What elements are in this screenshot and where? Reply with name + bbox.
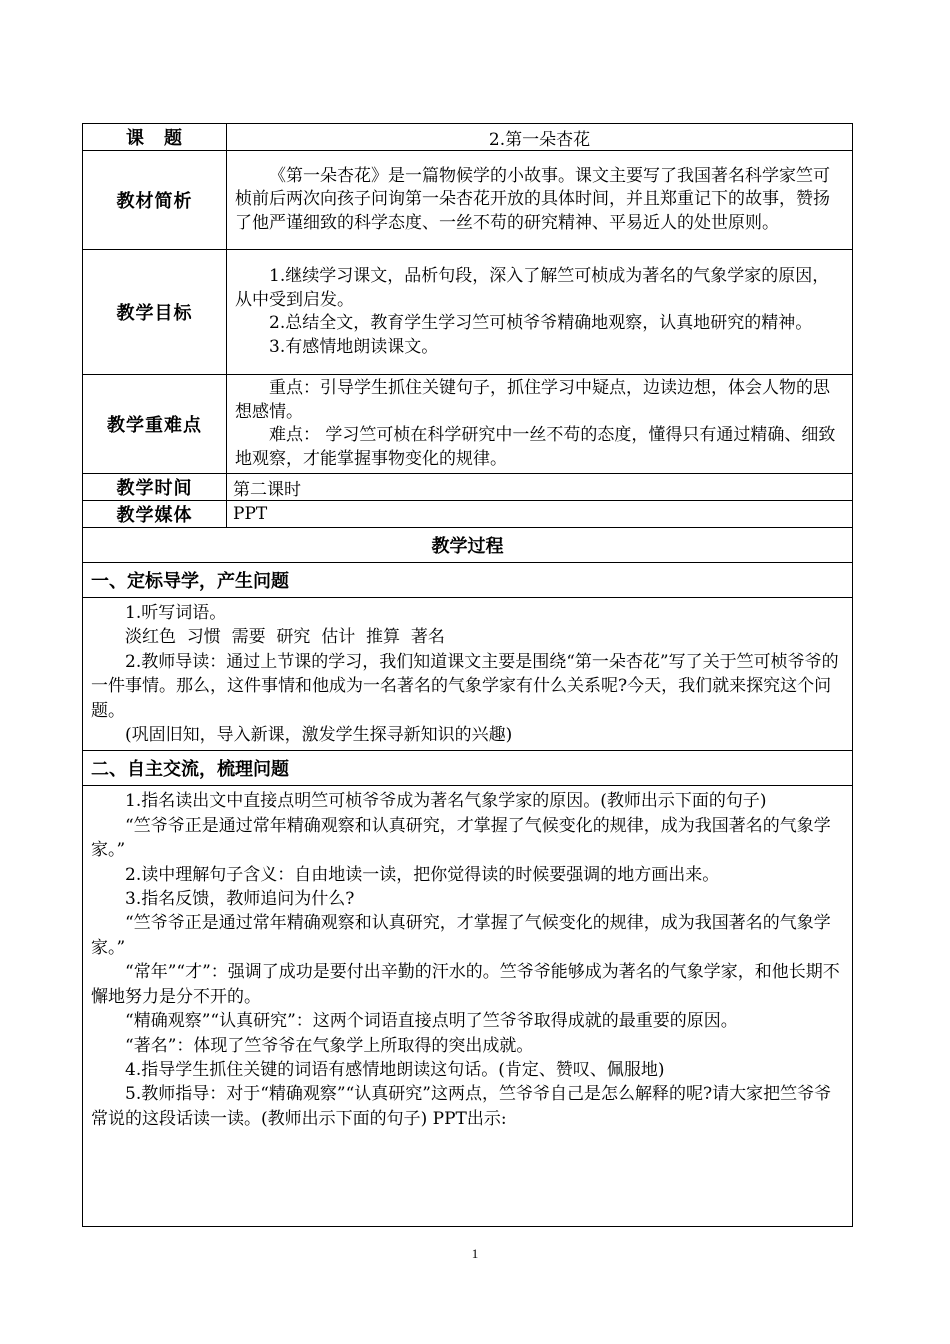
media-row [83, 501, 853, 528]
section2-paragraph: “竺爷爷正是通过常年精确观察和认真研究，才掌握了气候变化的规律，成为我国著名的气象学家。” [91, 815, 831, 861]
objective-item: 2.总结全文，教育学生学习竺可桢爷爷精确地观察，认真地研究的精神。 [269, 313, 813, 333]
objective-item: 3.有感情地朗读课文。 [269, 336, 439, 357]
section1-body-row [83, 598, 853, 751]
section1-paragraph: (巩固旧知，导入新课，激发学生探寻新知识的兴趣) [125, 725, 513, 746]
section1-paragraph: 淡红色 习惯 需要 研究 估计 推算 著名 [125, 627, 445, 648]
section1-heading-row [83, 563, 853, 598]
section1-heading: 一、定标导学，产生问题 [83, 563, 853, 598]
key-points-content [227, 375, 853, 474]
time-value: 第二课时 [227, 474, 853, 501]
media-value: PPT [227, 501, 853, 528]
lesson-plan-table [82, 123, 853, 1227]
section2-paragraph: 2.读中理解句子含义：自由地读一读，把你觉得读的时候要强调的地方画出来。 [125, 864, 720, 885]
section2-heading-row [83, 751, 853, 786]
lesson-plan-page [82, 123, 853, 1227]
key-point-item: 重点：引导学生抓住关键句子，抓住学习中疑点，边读边想，体会人物的思想感情。 [235, 378, 830, 422]
time-label: 教学时间 [83, 474, 227, 501]
section2-paragraph: “常年”“才”：强调了成功是要付出辛勤的汗水的。竺爷爷能够成为著名的气象学家，和他长期不懈地努力是分不开的。 [91, 962, 840, 1007]
objective-item: 1.继续学习课文，品析句段，深入了解竺可桢成为著名的气象学家的原因，从中受到启发。 [235, 266, 830, 310]
section2-paragraph: 5.教师指导：对于“精确观察”“认真研究”这两点，竺爷爷自己是怎么解释的呢?请大家把竺爷爷常说的这段话读一读。(教师出示下面的句子) PPT出示: [91, 1084, 832, 1129]
material-analysis-label: 教材简析 [83, 151, 227, 250]
time-row [83, 474, 853, 501]
media-label: 教学媒体 [83, 501, 227, 528]
section2-body-row [83, 786, 853, 1227]
section2-paragraph: 1.指名读出文中直接点明竺可桢爷爷成为著名气象学家的原因。(教师出示下面的句子) [125, 791, 767, 812]
objectives-label: 教学目标 [83, 250, 227, 375]
section2-body [83, 786, 853, 1227]
key-points-label: 教学重难点 [83, 375, 227, 474]
section2-paragraph: “著名”：体现了竺爷爷在气象学上所取得的突出成就。 [125, 1035, 534, 1056]
objectives-content [227, 250, 853, 375]
difficult-point-item: 难点： 学习竺可桢在科学研究中一丝不苟的态度，懂得只有通过精确、细致地观察，才能掌握事物变化的规律。 [235, 425, 836, 469]
material-paragraph: 《第一朵杏花》是一篇物候学的小故事。课文主要写了我国著名科学家竺可桢前后两次向孩子问询第一朵杏花开放的具体时间，并且郑重记下的故事，赞扬了他严谨细致的科学态度、一丝不苟的研究精神、平易近人的处世原则。 [235, 165, 830, 233]
section2-heading: 二、自主交流，梳理问题 [83, 751, 853, 786]
objectives-row [83, 250, 853, 375]
section1-paragraph: 2.教师导读：通过上节课的学习，我们知道课文主要是围绕“第一朵杏花”写了关于竺可桢爷爷的一件事情。那么，这件事情和他成为一名著名的气象学家有什么关系呢?今天，我们就来探究这个问题。 [91, 651, 839, 721]
section2-paragraph: “竺爷爷正是通过常年精确观察和认真研究，才掌握了气候变化的规律，成为我国著名的气象学家。” [91, 913, 831, 958]
process-title: 教学过程 [83, 528, 853, 563]
page-number: 1 [471, 1246, 479, 1261]
section1-paragraph: 1.听写词语。 [125, 603, 227, 623]
section2-paragraph: “精确观察”“认真研究”：这两个词语直接点明了竺爷爷取得成就的最重要的原因。 [125, 1011, 738, 1032]
key-points-row [83, 375, 853, 474]
topic-value: 2.第一朵杏花 [227, 124, 853, 151]
section2-paragraph: 3.指名反馈，教师追问为什么? [125, 889, 355, 910]
process-title-row [83, 528, 853, 563]
topic-label: 课 题 [83, 124, 227, 151]
section1-body [83, 598, 853, 751]
section2-paragraph: 4.指导学生抓住关键的词语有感情地朗读这句话。(肯定、赞叹、佩服地) [125, 1059, 665, 1080]
material-analysis-content [227, 151, 853, 250]
material-analysis-row [83, 151, 853, 250]
topic-row [83, 124, 853, 151]
